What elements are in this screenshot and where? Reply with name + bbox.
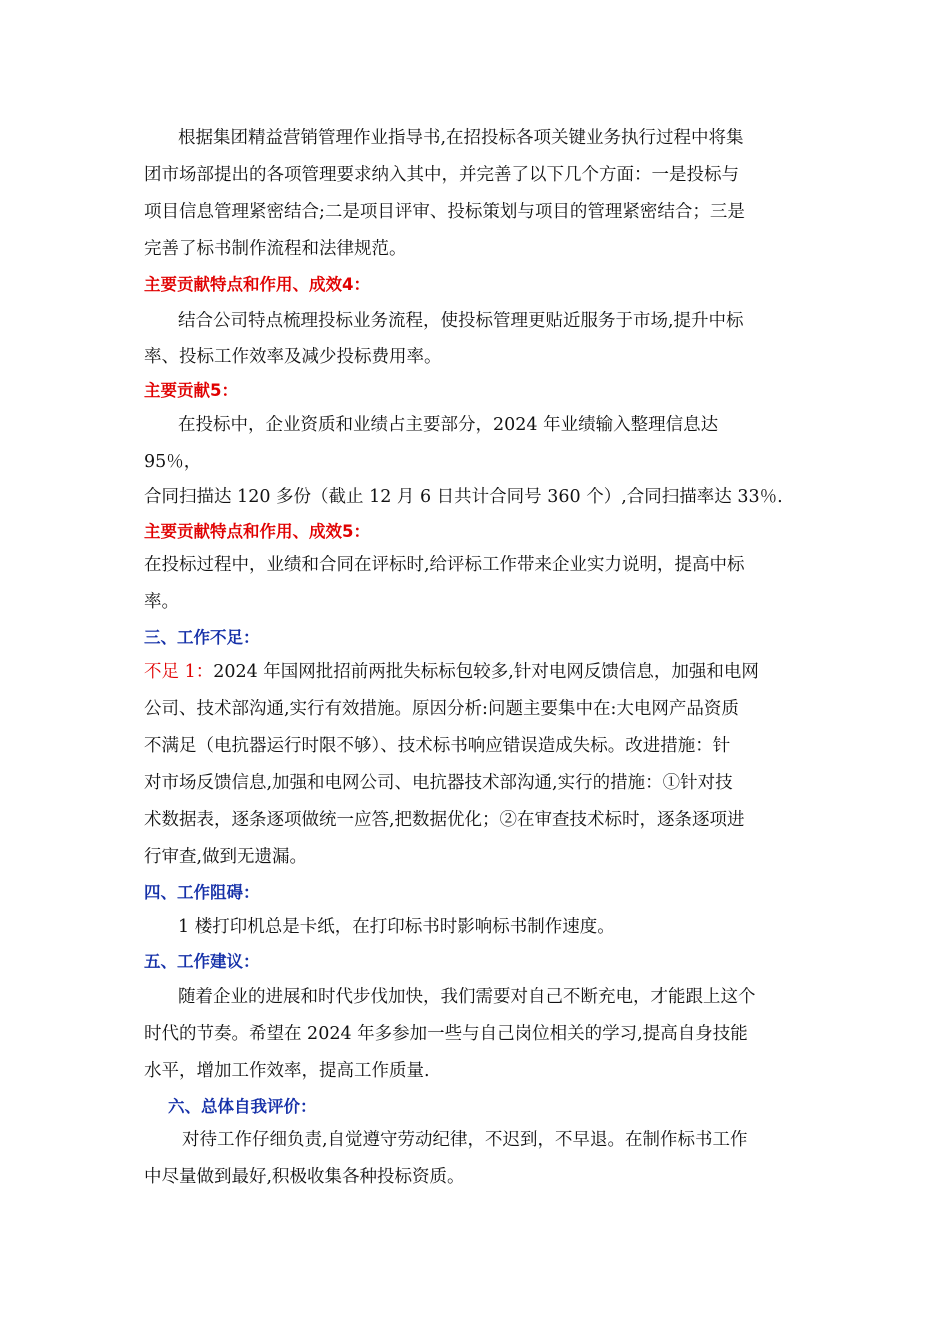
- heading-section-3: 三、工作不足：: [144, 628, 260, 647]
- paragraph-line: 公司、技术部沟通,实行有效措施。原因分析:问题主要集中在:大电网产品资质: [144, 699, 739, 719]
- heading-section-5: 五、工作建议：: [144, 952, 260, 971]
- paragraph-line: 随着企业的进展和时代步伐加快，我们需要对自己不断充电，才能跟上这个: [178, 987, 756, 1007]
- paragraph-line: 团市场部提出的各项管理要求纳入其中，并完善了以下几个方面：一是投标与: [144, 165, 739, 185]
- paragraph-line: 结合公司特点梳理投标业务流程，使投标管理更贴近服务于市场,提升中标: [178, 311, 744, 331]
- heading-contribution-5: 主要贡献特点和作用、成效5：: [144, 522, 370, 541]
- paragraph-text: 2024 年国网批招前两批失标标包较多,针对电网反馈信息，加强和电网: [213, 662, 759, 682]
- paragraph-line: 在投标中，企业资质和业绩占主要部分，2024 年业绩输入整理信息达: [178, 415, 719, 435]
- paragraph-line: 术数据表，逐条逐项做统一应答,把数据优化；②在审查技术标时，逐条逐项进: [144, 810, 745, 830]
- paragraph-line: 率。: [144, 592, 179, 612]
- paragraph-line: 项目信息管理紧密结合;二是项目评审、投标策划与项目的管理紧密结合；三是: [144, 202, 745, 222]
- shortfall-label: 不足 1：: [144, 662, 214, 682]
- paragraph-line: 时代的节奏。希望在 2024 年多参加一些与自己岗位相关的学习,提高自身技能: [144, 1024, 748, 1044]
- paragraph-line: 1 楼打印机总是卡纸，在打印标书时影响标书制作速度。: [178, 917, 615, 937]
- heading-contribution-4: 主要贡献特点和作用、成效4：: [144, 275, 370, 294]
- paragraph-line: [144, 660, 759, 684]
- paragraph-line: 水平，增加工作效率，提高工作质量.: [144, 1061, 430, 1081]
- paragraph-line: 根据集团精益营销管理作业指导书,在招投标各项关键业务执行过程中将集: [178, 128, 744, 148]
- paragraph-line: 合同扫描达 120 多份（截止 12 月 6 日共计合同号 360 个）,合同扫描率达 33％.: [144, 487, 783, 507]
- heading-main-contribution-5: 主要贡献5：: [144, 381, 238, 400]
- paragraph-line: 行审查,做到无遗漏。: [144, 847, 308, 867]
- paragraph-line: 完善了标书制作流程和法律规范。: [144, 239, 407, 259]
- heading-section-4: 四、工作阻碍：: [144, 883, 260, 902]
- paragraph-line: 不满足（电抗器运行时限不够）、技术标书响应错误造成失标。改进措施：针: [144, 736, 731, 756]
- paragraph-line: 对待工作仔细负责,自觉遵守劳动纪律，不迟到，不早退。在制作标书工作: [182, 1130, 748, 1150]
- heading-section-6: 六、总体自我评价：: [168, 1097, 317, 1116]
- paragraph-line: 率、投标工作效率及减少投标费用率。: [144, 347, 442, 367]
- paragraph-line: 对市场反馈信息,加强和电网公司、电抗器技术部沟通,实行的措施：①针对技: [144, 773, 733, 793]
- paragraph-line: 95％，: [144, 452, 202, 472]
- paragraph-line: 在投标过程中，业绩和合同在评标时,给评标工作带来企业实力说明，提高中标: [144, 555, 745, 575]
- paragraph-line: 中尽量做到最好,积极收集各种投标资质。: [144, 1167, 465, 1187]
